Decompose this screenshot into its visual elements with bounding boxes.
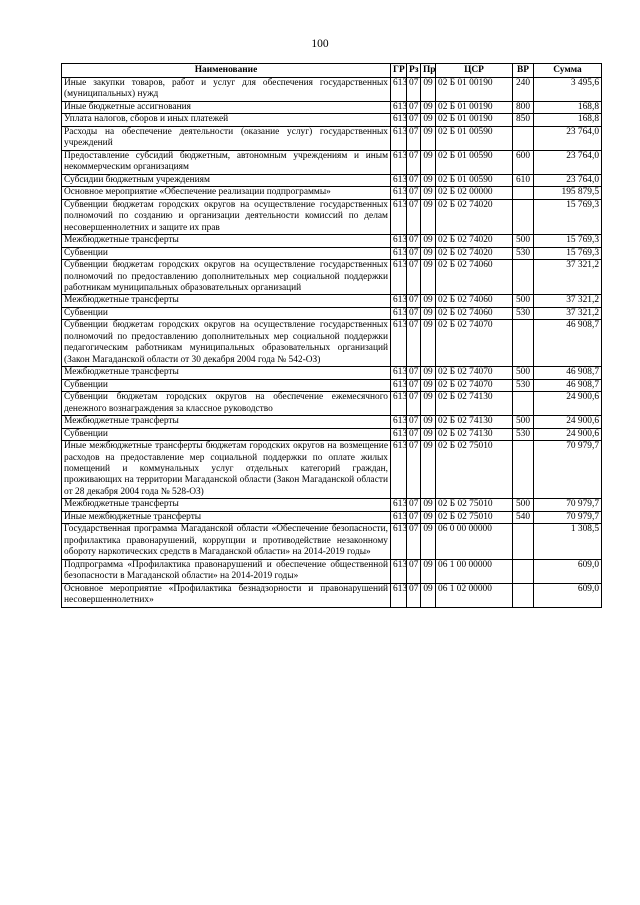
header-name: Наименование bbox=[62, 64, 391, 78]
cell-csr: 02 Б 02 74020 bbox=[436, 247, 513, 259]
cell-csr: 02 Б 01 00590 bbox=[436, 126, 513, 150]
cell-vr: 530 bbox=[513, 247, 534, 259]
cell-csr: 02 Б 02 74060 bbox=[436, 260, 513, 295]
cell-vr: 500 bbox=[513, 235, 534, 247]
cell-name: Субвенции бюджетам городских округов на осуществление государственных полномочий по предоставлению дополнительных мер социальной поддержки работникам муниципальных образовательных организаций bbox=[62, 260, 391, 295]
cell-vr: 240 bbox=[513, 78, 534, 102]
cell-rz: 07 bbox=[407, 441, 421, 499]
cell-rz: 07 bbox=[407, 101, 421, 113]
cell-gr: 613 bbox=[391, 235, 407, 247]
cell-pr: 09 bbox=[421, 499, 436, 511]
cell-gr: 613 bbox=[391, 499, 407, 511]
cell-sum: 15 769,3 bbox=[534, 235, 602, 247]
cell-vr bbox=[513, 126, 534, 150]
cell-sum: 24 900,6 bbox=[534, 392, 602, 416]
table-row bbox=[62, 150, 602, 174]
cell-gr: 613 bbox=[391, 260, 407, 295]
table-header-row bbox=[62, 64, 602, 78]
cell-csr: 02 Б 02 74130 bbox=[436, 392, 513, 416]
table-body bbox=[62, 78, 602, 608]
cell-sum: 70 979,7 bbox=[534, 441, 602, 499]
cell-name: Субвенции бюджетам городских округов на обеспечение ежемесячного денежного вознаграждения за классное руководство bbox=[62, 392, 391, 416]
header-sum: Сумма bbox=[534, 64, 602, 78]
cell-sum: 23 764,0 bbox=[534, 150, 602, 174]
cell-pr: 09 bbox=[421, 295, 436, 307]
cell-vr bbox=[513, 524, 534, 559]
cell-vr: 530 bbox=[513, 307, 534, 319]
cell-pr: 09 bbox=[421, 524, 436, 559]
cell-csr: 02 Б 02 74130 bbox=[436, 416, 513, 428]
cell-pr: 09 bbox=[421, 307, 436, 319]
cell-name: Субсидии бюджетным учреждениям bbox=[62, 174, 391, 186]
cell-pr: 09 bbox=[421, 583, 436, 607]
page-number: 100 bbox=[311, 38, 329, 50]
cell-pr: 09 bbox=[421, 441, 436, 499]
cell-pr: 09 bbox=[421, 150, 436, 174]
cell-rz: 07 bbox=[407, 150, 421, 174]
cell-rz: 07 bbox=[407, 524, 421, 559]
cell-rz: 07 bbox=[407, 320, 421, 367]
cell-sum: 15 769,3 bbox=[534, 199, 602, 234]
cell-name: Субвенции bbox=[62, 247, 391, 259]
cell-csr: 02 Б 01 00590 bbox=[436, 174, 513, 186]
cell-gr: 613 bbox=[391, 307, 407, 319]
cell-csr: 02 Б 01 00190 bbox=[436, 114, 513, 126]
cell-name: Подпрограмма «Профилактика правонарушений и обеспечение общественной безопасности в Магаданской области» на 2014-2019 годы» bbox=[62, 559, 391, 583]
cell-pr: 09 bbox=[421, 247, 436, 259]
cell-rz: 07 bbox=[407, 126, 421, 150]
cell-name: Субвенции бюджетам городских округов на осуществление государственных полномочий по созданию и организации деятельности комиссий по делам несовершеннолетних и защите их прав bbox=[62, 199, 391, 234]
table-row bbox=[62, 174, 602, 186]
cell-sum: 37 321,2 bbox=[534, 307, 602, 319]
cell-name: Основное мероприятие «Профилактика безнадзорности и правонарушений несовершеннолетних» bbox=[62, 583, 391, 607]
cell-gr: 613 bbox=[391, 295, 407, 307]
cell-vr bbox=[513, 199, 534, 234]
cell-csr: 02 Б 01 00190 bbox=[436, 101, 513, 113]
cell-csr: 02 Б 02 74060 bbox=[436, 295, 513, 307]
cell-rz: 07 bbox=[407, 416, 421, 428]
cell-csr: 02 Б 02 74130 bbox=[436, 428, 513, 440]
cell-pr: 09 bbox=[421, 78, 436, 102]
cell-sum: 37 321,2 bbox=[534, 295, 602, 307]
table-row bbox=[62, 499, 602, 511]
cell-csr: 06 1 00 00000 bbox=[436, 559, 513, 583]
cell-sum: 23 764,0 bbox=[534, 174, 602, 186]
cell-rz: 07 bbox=[407, 235, 421, 247]
cell-gr: 613 bbox=[391, 78, 407, 102]
cell-gr: 613 bbox=[391, 379, 407, 391]
cell-rz: 07 bbox=[407, 114, 421, 126]
cell-pr: 09 bbox=[421, 260, 436, 295]
cell-sum: 23 764,0 bbox=[534, 126, 602, 150]
cell-gr: 613 bbox=[391, 187, 407, 199]
cell-gr: 613 bbox=[391, 559, 407, 583]
header-csr: ЦСР bbox=[436, 64, 513, 78]
cell-vr: 540 bbox=[513, 511, 534, 523]
cell-pr: 09 bbox=[421, 428, 436, 440]
cell-csr: 02 Б 02 74070 bbox=[436, 320, 513, 367]
cell-gr: 613 bbox=[391, 174, 407, 186]
cell-rz: 07 bbox=[407, 307, 421, 319]
table-row bbox=[62, 114, 602, 126]
cell-csr: 02 Б 02 00000 bbox=[436, 187, 513, 199]
table-row bbox=[62, 416, 602, 428]
cell-pr: 09 bbox=[421, 126, 436, 150]
cell-sum: 168,8 bbox=[534, 101, 602, 113]
cell-sum: 609,0 bbox=[534, 559, 602, 583]
cell-vr: 500 bbox=[513, 416, 534, 428]
cell-sum: 195 879,5 bbox=[534, 187, 602, 199]
cell-rz: 07 bbox=[407, 260, 421, 295]
cell-csr: 06 1 02 00000 bbox=[436, 583, 513, 607]
cell-vr bbox=[513, 392, 534, 416]
cell-rz: 07 bbox=[407, 367, 421, 379]
cell-sum: 24 900,6 bbox=[534, 416, 602, 428]
cell-gr: 613 bbox=[391, 392, 407, 416]
cell-gr: 613 bbox=[391, 199, 407, 234]
cell-gr: 613 bbox=[391, 247, 407, 259]
table-row bbox=[62, 307, 602, 319]
table-row bbox=[62, 379, 602, 391]
cell-rz: 07 bbox=[407, 511, 421, 523]
table-row bbox=[62, 583, 602, 607]
cell-pr: 09 bbox=[421, 174, 436, 186]
cell-gr: 613 bbox=[391, 367, 407, 379]
cell-vr: 500 bbox=[513, 295, 534, 307]
cell-sum: 70 979,7 bbox=[534, 511, 602, 523]
table-row bbox=[62, 235, 602, 247]
cell-pr: 09 bbox=[421, 559, 436, 583]
header-vr: ВР bbox=[513, 64, 534, 78]
cell-vr bbox=[513, 320, 534, 367]
cell-vr: 850 bbox=[513, 114, 534, 126]
table-row bbox=[62, 428, 602, 440]
table-row bbox=[62, 524, 602, 559]
cell-vr: 500 bbox=[513, 499, 534, 511]
cell-name: Иные закупки товаров, работ и услуг для обеспечения государственных (муниципальных) нужд bbox=[62, 78, 391, 102]
table-row bbox=[62, 367, 602, 379]
cell-gr: 613 bbox=[391, 101, 407, 113]
cell-sum: 24 900,6 bbox=[534, 428, 602, 440]
cell-rz: 07 bbox=[407, 559, 421, 583]
cell-name: Предоставление субсидий бюджетным, автономным учреждениям и иным некоммерческим организациям bbox=[62, 150, 391, 174]
cell-name: Межбюджетные трансферты bbox=[62, 235, 391, 247]
cell-csr: 02 Б 02 74070 bbox=[436, 367, 513, 379]
cell-gr: 613 bbox=[391, 583, 407, 607]
cell-vr: 530 bbox=[513, 428, 534, 440]
table-row bbox=[62, 247, 602, 259]
cell-sum: 3 495,6 bbox=[534, 78, 602, 102]
cell-vr bbox=[513, 559, 534, 583]
cell-vr bbox=[513, 583, 534, 607]
cell-name: Иные межбюджетные трансферты бюджетам городских округов на возмещение расходов на предоставление мер социальной поддержки по оплате жилых помещений и коммунальных услуг отдельных категорий граждан, проживающих на территории Магаданской области (Закон Магаданской области от 28 декабря 2004 года № 528-ОЗ) bbox=[62, 441, 391, 499]
table-row bbox=[62, 392, 602, 416]
cell-vr: 600 bbox=[513, 150, 534, 174]
cell-pr: 09 bbox=[421, 114, 436, 126]
cell-name: Субвенции bbox=[62, 379, 391, 391]
cell-rz: 07 bbox=[407, 187, 421, 199]
cell-name: Государственная программа Магаданской области «Обеспечение безопасности, профилактика правонарушений, коррупции и противодействие незаконному обороту наркотических средств в Магаданской области» на 2014-2019 годы» bbox=[62, 524, 391, 559]
cell-rz: 07 bbox=[407, 583, 421, 607]
cell-vr: 500 bbox=[513, 367, 534, 379]
cell-csr: 02 Б 02 75010 bbox=[436, 499, 513, 511]
cell-sum: 46 908,7 bbox=[534, 379, 602, 391]
budget-table bbox=[61, 63, 602, 608]
cell-gr: 613 bbox=[391, 150, 407, 174]
cell-sum: 168,8 bbox=[534, 114, 602, 126]
cell-name: Иные межбюджетные трансферты bbox=[62, 511, 391, 523]
cell-name: Межбюджетные трансферты bbox=[62, 416, 391, 428]
cell-gr: 613 bbox=[391, 441, 407, 499]
cell-pr: 09 bbox=[421, 199, 436, 234]
cell-rz: 07 bbox=[407, 379, 421, 391]
cell-sum: 70 979,7 bbox=[534, 499, 602, 511]
cell-name: Субвенции бюджетам городских округов на осуществление государственных полномочий по предоставлению дополнительных мер социальной поддержки педагогическим работникам муниципальных образовательных организаций (Закон Магаданской области от 30 декабря 2004 года № 542-ОЗ) bbox=[62, 320, 391, 367]
cell-gr: 613 bbox=[391, 428, 407, 440]
cell-csr: 02 Б 02 74070 bbox=[436, 379, 513, 391]
table-row bbox=[62, 320, 602, 367]
header-pr: Пр bbox=[421, 64, 436, 78]
table-row bbox=[62, 199, 602, 234]
table-row bbox=[62, 126, 602, 150]
cell-name: Уплата налогов, сборов и иных платежей bbox=[62, 114, 391, 126]
cell-rz: 07 bbox=[407, 78, 421, 102]
cell-gr: 613 bbox=[391, 320, 407, 367]
cell-sum: 37 321,2 bbox=[534, 260, 602, 295]
cell-rz: 07 bbox=[407, 392, 421, 416]
cell-gr: 613 bbox=[391, 114, 407, 126]
cell-name: Основное мероприятие «Обеспечение реализации подпрограммы» bbox=[62, 187, 391, 199]
table-row bbox=[62, 260, 602, 295]
cell-csr: 02 Б 02 75010 bbox=[436, 441, 513, 499]
cell-vr: 800 bbox=[513, 101, 534, 113]
cell-gr: 613 bbox=[391, 126, 407, 150]
cell-pr: 09 bbox=[421, 511, 436, 523]
cell-pr: 09 bbox=[421, 235, 436, 247]
cell-pr: 09 bbox=[421, 187, 436, 199]
cell-csr: 06 0 00 00000 bbox=[436, 524, 513, 559]
table-row bbox=[62, 78, 602, 102]
cell-pr: 09 bbox=[421, 101, 436, 113]
table-row bbox=[62, 295, 602, 307]
cell-csr: 02 Б 02 74060 bbox=[436, 307, 513, 319]
cell-sum: 1 308,5 bbox=[534, 524, 602, 559]
cell-gr: 613 bbox=[391, 511, 407, 523]
cell-name: Межбюджетные трансферты bbox=[62, 499, 391, 511]
cell-vr bbox=[513, 187, 534, 199]
cell-rz: 07 bbox=[407, 295, 421, 307]
cell-rz: 07 bbox=[407, 247, 421, 259]
cell-pr: 09 bbox=[421, 379, 436, 391]
cell-csr: 02 Б 02 74020 bbox=[436, 235, 513, 247]
cell-sum: 609,0 bbox=[534, 583, 602, 607]
cell-rz: 07 bbox=[407, 428, 421, 440]
cell-csr: 02 Б 01 00190 bbox=[436, 78, 513, 102]
table-row bbox=[62, 559, 602, 583]
cell-name: Субвенции bbox=[62, 307, 391, 319]
cell-name: Межбюджетные трансферты bbox=[62, 295, 391, 307]
cell-vr bbox=[513, 260, 534, 295]
header-rz: Рз bbox=[407, 64, 421, 78]
cell-vr: 610 bbox=[513, 174, 534, 186]
cell-sum: 46 908,7 bbox=[534, 320, 602, 367]
cell-rz: 07 bbox=[407, 199, 421, 234]
cell-name: Иные бюджетные ассигнования bbox=[62, 101, 391, 113]
cell-rz: 07 bbox=[407, 174, 421, 186]
cell-name: Расходы на обеспечение деятельности (оказание услуг) государственных учреждений bbox=[62, 126, 391, 150]
table-row bbox=[62, 101, 602, 113]
cell-name: Межбюджетные трансферты bbox=[62, 367, 391, 379]
cell-vr bbox=[513, 441, 534, 499]
cell-gr: 613 bbox=[391, 416, 407, 428]
cell-csr: 02 Б 01 00590 bbox=[436, 150, 513, 174]
cell-pr: 09 bbox=[421, 320, 436, 367]
cell-pr: 09 bbox=[421, 367, 436, 379]
cell-sum: 46 908,7 bbox=[534, 367, 602, 379]
cell-csr: 02 Б 02 74020 bbox=[436, 199, 513, 234]
table-row bbox=[62, 441, 602, 499]
cell-pr: 09 bbox=[421, 416, 436, 428]
table-row bbox=[62, 187, 602, 199]
cell-sum: 15 769,3 bbox=[534, 247, 602, 259]
cell-vr: 530 bbox=[513, 379, 534, 391]
table-row bbox=[62, 511, 602, 523]
cell-pr: 09 bbox=[421, 392, 436, 416]
cell-gr: 613 bbox=[391, 524, 407, 559]
cell-rz: 07 bbox=[407, 499, 421, 511]
cell-name: Субвенции bbox=[62, 428, 391, 440]
header-gr: ГР bbox=[391, 64, 407, 78]
cell-csr: 02 Б 02 75010 bbox=[436, 511, 513, 523]
